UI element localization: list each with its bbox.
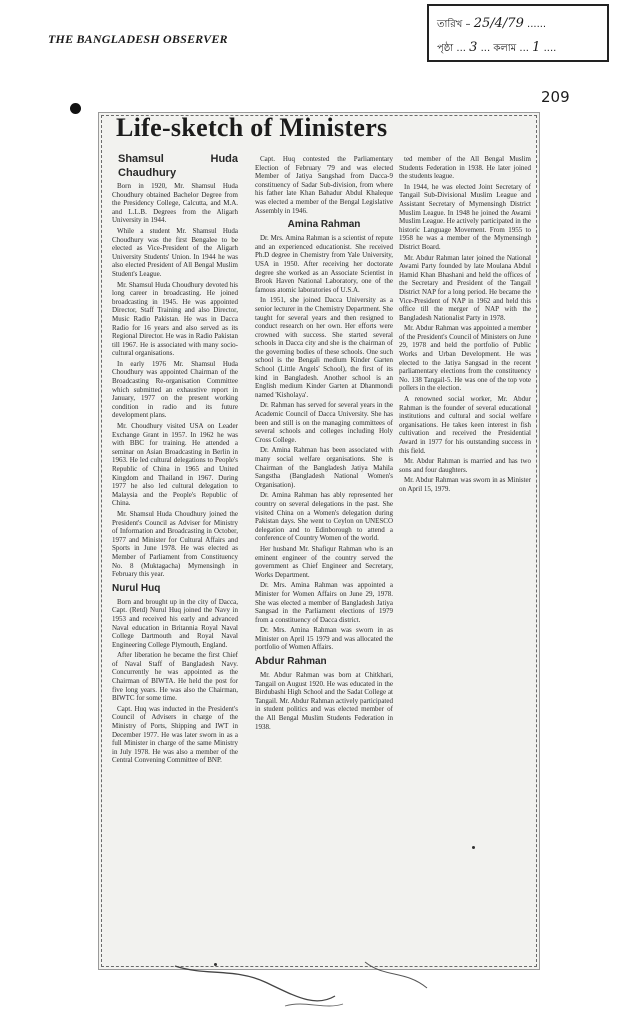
paragraph: A renowned social worker, Mr. Abdur Rahman is the founder of several educational institutions and cultural and social welfare organisations. He takes keen interest in fish cultivation and received the Presidential Award in 1977 for his outstanding success in this field. [399,395,531,455]
paragraph: ted member of the All Bengal Muslim Students Federation in 1938. He later joined the students league. [399,155,531,181]
stamp-page-label: পৃষ্ঠা [437,43,454,54]
paragraph: After liberation he became the first Chief of Naval Staff of Bangladesh Navy. Concurrently he was appointed as the Chairman of BIWTA. He held the post for five long years. He was also the Chairman, BIWTC for some time. [112,651,238,703]
paragraph: Dr. Mrs. Amina Rahman was sworn in as Minister on April 15 1979 and was allocated the portfolio of Women Affairs. [255,626,393,652]
paragraph: Dr. Amina Rahman has ably represented her country on several delegations in the past. She visited China on a Women's delegation during Pakistan days. She went to Ceylon on UNESCO delegation and to Edinborough to attend a conference of Country Women of the world. [255,491,393,543]
section-heading: Abdur Rahman [255,656,327,668]
paragraph: Born in 1920, Mr. Shamsul Huda Choudhury obtained Bachelor Degree from the Presidency College, Calcutta, and M.A. and L.L.B. Degrees from the Aligarh University in 1944. [112,182,238,225]
stamp-date-label: তারিখ [437,19,463,30]
paragraph: In early 1976 Mr. Shamsul Huda Choudhury was appointed Chairman of the Broadcasting Re-organisation Committee which submitted an exhaustive report in January, 1977 on the present working condition in radio and its future development plans. [112,359,238,420]
stamp-page-value: 3 [469,40,478,55]
headline: Life-sketch of Ministers [116,113,388,142]
article-column-2 [255,155,393,960]
ink-smudge-marks [165,948,495,1020]
masthead: THE BANGLADESH OBSERVER [48,32,228,46]
paragraph: Her husband Mr. Shafiqur Rahman who is an eminent engineer of the country served the government as Chief Engineer and Secretary, Works Department. [255,544,393,579]
stamp-column-label: কলাম [493,43,517,54]
paragraph: Mr. Shamsul Huda Choudhury devoted his long career in broadcasting. He joined broadcasting in 1945. He was appointed Director, Staff Training and also Director, Music Radio Pakistan. He was in Dacca Radio for 16 years and also served as its Regional Director. He was in Radio Pakistan till 1967. He is associated with many socio-cultural organisations. [112,280,238,358]
paragraph: Mr. Abdur Rahman later joined the National Awami Party founded by late Moulana Abdul Hamid Khan Bhashani and held the offices of the Secretary and President of the Tangail District NAP for a long period. He became the Vice-President of NAP in 1962 and held this office till the merger of NAP with the Bangladesh Nationalist Party in 1978. [399,253,531,322]
paragraph: Dr. Mrs. Amina Rahman is a scientist of repute and an experienced educationist. She received Ph.D degree in Chemistry from Yale University, USA in 1950. After receiving her doctorate degree she worked as an Associate Scientist in Brook Haven National Laboratory, one of the famous atomic laboratories of U.S.A. [255,234,393,294]
page-number: 209 [541,88,570,106]
stamp-date-value: 25/4/79 [473,16,524,31]
paragraph: Mr. Abdur Rahman was born at Chitkhari, Tangail on August 1920. He was educated in the Birdubashi High School and the Sadat College at Tangail. Mr. Abdur Rahman actively participated in student politics and was elected member of the All Bengal Muslim Students Federation in 1938. [255,671,393,731]
section-heading: Nurul Huq [112,582,161,594]
section-heading: Amina Rahman [287,219,361,231]
paragraph: Dr. Mrs. Amina Rahman was appointed a Minister for Women Affairs on June 29, 1978. She was elected a member of Bangladesh Jatiya Sangsad in the Parliament elections of 1979 from a constituency of Dacca district. [255,581,393,624]
stray-mark [214,963,217,966]
paragraph: While a student Mr. Shamsul Huda Choudhury was the first Bengalee to be elected as Vice-President of the Aligarh University Students' Union. In 1944 he was also elected President of All Bengal Muslim Student's League. [112,226,238,278]
stray-mark [472,846,475,849]
paragraph: Born and brought up in the city of Dacca, Capt. (Retd) Nurul Huq joined the Navy in 1953 and received his early and advanced Naval education in Britannia Royal Naval College Dartmouth and Royal Naval Engineering College Plymouth, England. [112,597,238,649]
paragraph: Mr. Abdur Rahman was appointed a member of the President's Council of Ministers on June 29, 1978 and held the portfolio of Public Works and Urban Development. He was elected to the Jatiya Sangsad in the recent parliamentary elections from the constituency No. 138 Tangail-5. He was one of the top vote pollers in the election. [399,324,531,393]
stamp-date-row: তারিখ – 25/4/79 ...... [437,16,547,31]
paragraph: In 1951, she joined Dacca University as a senior lecturer in the Chemistry Department. She taught for several years and then resigned to conduct research on her own. Her efforts were crowned with success. She started several schools in Dacca city and she is the chairman of the governing bodies of these schools. One such school is the Bengali medium Kinder Garten School (Little Angels' School), the first of its kind in Bangladesh. Another school is an English medium Kinder Garten at Dhanmondi named 'Kisholaya'. [255,296,393,399]
section-heading: Shamsul Huda Chaudhury [118,153,238,179]
paragraph: Mr. Choudhury visited USA on Leader Exchange Grant in 1957. In 1962 he was with BBC for training. He attended a seminar on Asian Broadcasting in Berlin in 1963. He led cultural delegations to People's Republic of China in 1965 and United Kingdom and Thailand in 1967. During 1977 he also led cultural delegation to Malaysia and the People's Republic of China. [112,422,238,508]
article-column-3 [399,155,531,585]
paragraph: In 1944, he was elected Joint Secretary of Tangail Sub-Divisional Muslim League and Assistant Secretary of Mymensingh District Muslim League. In 1948 he joined the Awami Muslim League. He actively participated in the historic Language Movement. From 1955 to 1958 he was a member of the Mymensingh District Board. [399,182,531,251]
paragraph: Dr. Rahman has served for several years in the Academic Council of Dacca University. She has been and still is on the managing committees of several schools and colleges including Holy Cross College. [255,401,393,444]
stamp-page-row: পৃষ্ঠা ... 3 ... কলাম ... 1 .... [437,40,557,55]
paragraph: Dr. Amina Rahman has been associated with many social welfare organisations. She is Chairman of the Bangladesh Jatiya Mahila Sangstha (Bangladesh National Women's Organisation). [255,446,393,489]
article-column-1 [112,152,238,947]
paragraph: Mr. Shamsul Huda Choudhury joined the President's Council as Adviser for Ministry of Information and Broadcasting in October, 1977 and Minister for Cultural Affairs and Sports in June 1978. He was elected as Member of Parliament from Constituency No. 8 (Muktagacha) Mymensingh in February this year. [112,509,238,579]
punch-hole-mark [70,103,81,114]
paragraph: Mr. Abdur Rahman is married and has two sons and four daughters. [399,457,531,474]
stamp-column-value: 1 [532,40,541,55]
paragraph: Mr. Abdur Rahman was sworn in as Minister on April 15, 1979. [399,476,531,493]
archive-stamp [427,4,609,62]
paragraph: Capt. Huq contested the Parliamentary Election of February '79 and was elected Member of Jatiya Sangshad from Dacca-9 constituency of Sadar Sub-division, from where his father late Khan Bahadur Abdul Khaleque was elected a member of the Bengal Legislative Assembly in 1946. [255,155,393,215]
paragraph: Capt. Huq was inducted in the President's Council of Advisers in charge of the Ministry of Ports, Shipping and IWT in December 1977. He was later sworn in as a full Minister in charge of the same Ministry in July 1978. He was also a member of the Central Convening Committee of BNP. [112,704,238,765]
